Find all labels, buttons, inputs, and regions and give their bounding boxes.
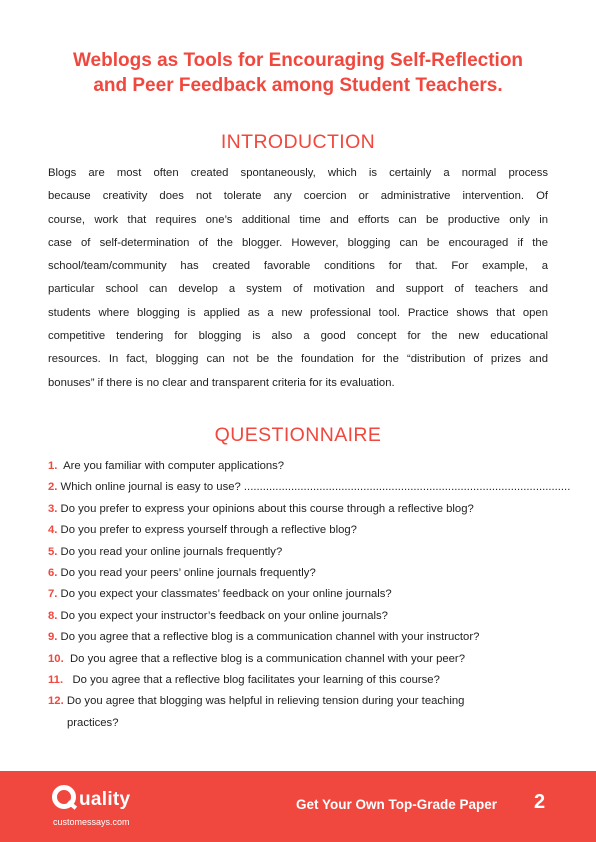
question-number: 5. bbox=[48, 545, 58, 558]
paragraph-line: competitive tendering for blogging is also a good concept for the new educational bbox=[48, 330, 548, 343]
logo-site: customessays.com bbox=[53, 817, 130, 827]
question-number: 11. bbox=[48, 674, 64, 687]
question-text-continuation: practices? bbox=[67, 716, 119, 729]
question-item-continuation bbox=[48, 713, 558, 734]
question-item bbox=[48, 627, 558, 648]
title-line-1: Weblogs as Tools for Encouraging Self-Reflection bbox=[72, 50, 524, 71]
questionnaire-heading: QUESTIONNAIRE bbox=[214, 424, 382, 446]
question-text: Do you agree that a reflective blog is a communication channel with your peer? bbox=[63, 652, 465, 665]
question-text: Do you prefer to express your opinions about this course through a reflective blog? bbox=[57, 502, 474, 515]
question-item bbox=[48, 691, 558, 712]
question-item bbox=[48, 542, 558, 563]
question-item bbox=[48, 649, 558, 670]
question-text: Do you agree that blogging was helpful in relieving tension during your teaching bbox=[63, 695, 465, 708]
question-item bbox=[48, 456, 558, 477]
introduction-paragraph bbox=[48, 162, 548, 395]
question-item bbox=[48, 584, 558, 605]
question-text: Do you expect your instructor’s feedback on your online journals? bbox=[57, 609, 388, 622]
introduction-heading: INTRODUCTION bbox=[220, 131, 376, 153]
question-number: 12. bbox=[48, 695, 64, 708]
question-number: 6. bbox=[48, 567, 58, 580]
paragraph-line: students where blogging is applied as a new professional tool. Practice shows that open bbox=[48, 306, 548, 319]
question-text: Do you read your online journals frequently? bbox=[57, 545, 283, 558]
paragraph-line: particular school can develop a system of motivation and support of teachers and bbox=[48, 283, 548, 296]
paragraph-line: Blogs are most often created spontaneously, which is certainly a normal process bbox=[48, 167, 548, 179]
footer-bar bbox=[0, 771, 596, 842]
question-number: 10. bbox=[48, 652, 64, 665]
paragraph-line: course, work that requires one’s additional time and efforts can be productive only in bbox=[48, 213, 548, 226]
question-number: 9. bbox=[48, 631, 58, 644]
question-item bbox=[48, 520, 558, 541]
question-number: 7. bbox=[48, 588, 58, 601]
question-item bbox=[48, 670, 558, 691]
paragraph-line: resources. In fact, blogging can not be the foundation for the “distribution of prizes and bbox=[48, 353, 548, 366]
paragraph-line: school/team/community has created favorable conditions for that. For example, a bbox=[48, 260, 548, 273]
question-text: Do you agree that a reflective blog is a communication channel with your instructor? bbox=[57, 631, 480, 644]
questionnaire-list bbox=[48, 456, 571, 734]
logo-q-icon bbox=[52, 785, 76, 809]
question-number: 2. bbox=[48, 481, 58, 494]
question-number: 1. bbox=[48, 460, 58, 472]
question-text: Are you familiar with computer applications? bbox=[57, 460, 285, 472]
question-text: Do you read your peers’ online journals frequently? bbox=[57, 567, 316, 580]
page-number: 2 bbox=[534, 791, 546, 813]
question-text: Do you agree that a reflective blog facilitates your learning of this course? bbox=[63, 674, 440, 687]
question-number: 8. bbox=[48, 609, 58, 622]
question-item bbox=[48, 606, 558, 627]
document-title bbox=[40, 48, 556, 98]
question-text: Which online journal is easy to use? ........................................................................................................ bbox=[57, 481, 571, 494]
question-item bbox=[48, 477, 571, 498]
paragraph-line: case of self-determination of the blogger. However, blogging can be encouraged if the bbox=[48, 236, 548, 249]
get-paper-link[interactable]: Get Your Own Top-Grade Paper bbox=[296, 797, 498, 812]
paragraph-line: bonuses” if there is no clear and transparent criteria for its evaluation. bbox=[48, 376, 395, 389]
title-line-2: and Peer Feedback among Student Teachers. bbox=[93, 75, 503, 96]
question-text: Do you expect your classmates’ feedback on your online journals? bbox=[57, 588, 392, 601]
question-item bbox=[48, 563, 558, 584]
logo-word: uality bbox=[79, 789, 131, 810]
question-text: Do you prefer to express yourself through a reflective blog? bbox=[57, 524, 357, 537]
question-number: 3. bbox=[48, 502, 58, 515]
question-item bbox=[48, 499, 558, 520]
paragraph-line: because creativity does not tolerate any coercion or administrative intervention. Of bbox=[48, 190, 548, 203]
question-number: 4. bbox=[48, 524, 58, 537]
